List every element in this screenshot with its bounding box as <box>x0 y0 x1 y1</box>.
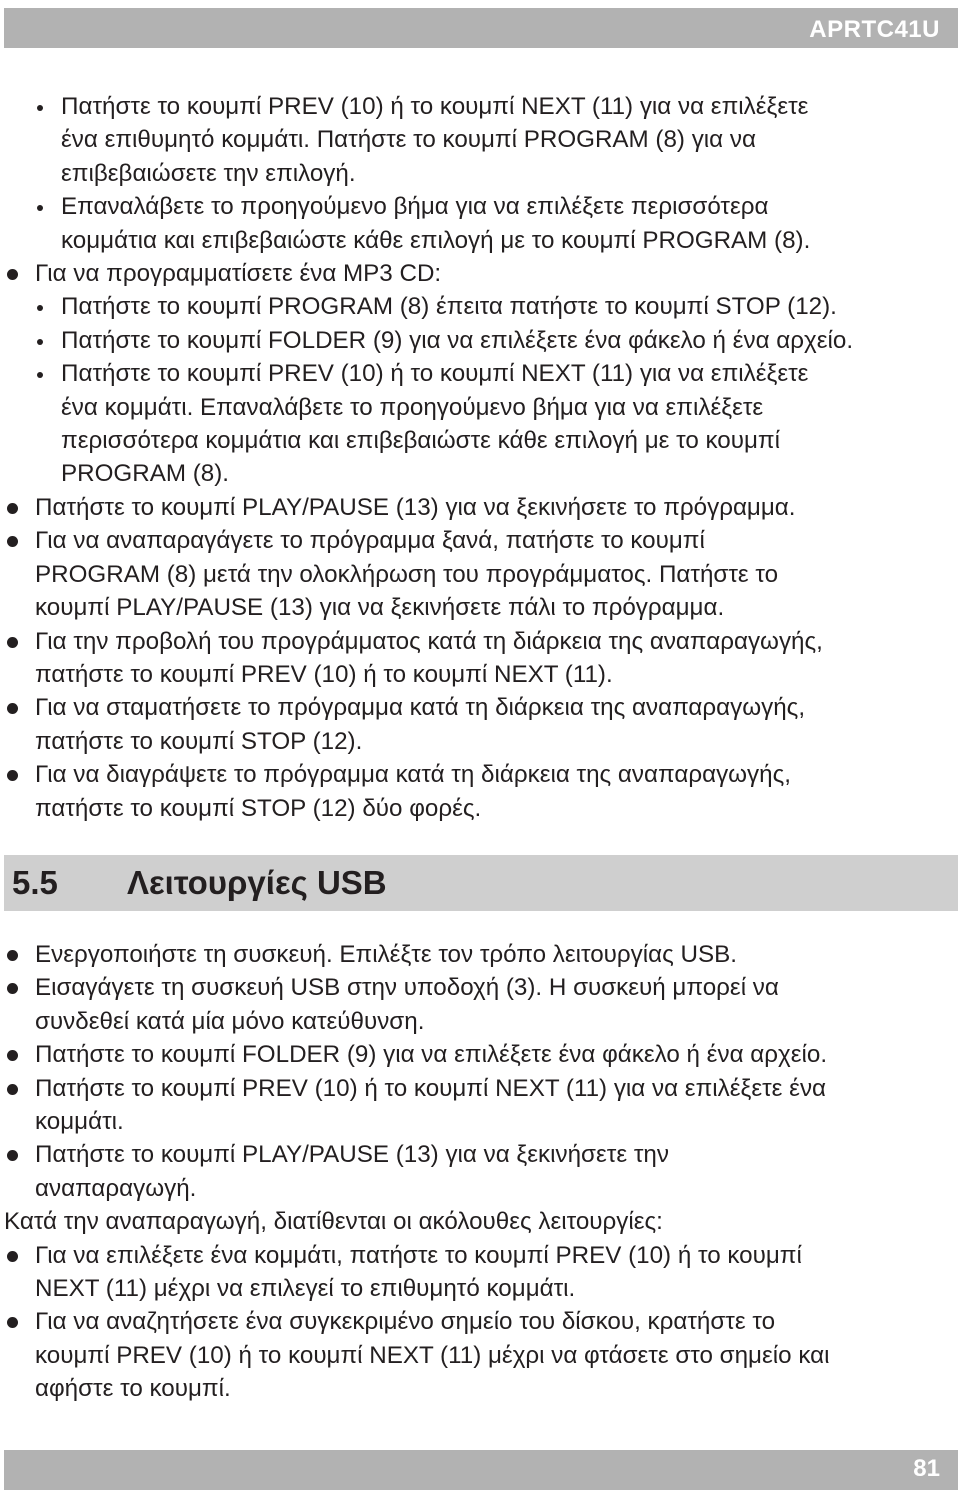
text-line: ένα κομμάτι. Επαναλάβετε το προηγούμενο βήμα για να επιλέξετε <box>61 393 764 421</box>
text-line: Εισαγάγετε τη συσκευή USB στην υποδοχή (3). Η συσκευή μπορεί να <box>35 974 779 1002</box>
text-line: Πατήστε το κουμπί FOLDER (9) για να επιλέξετε ένα φάκελο ή ένα αρχείο. <box>35 1041 828 1069</box>
text-line: PROGRAM (8). <box>61 460 229 488</box>
bullet-icon <box>7 1150 18 1161</box>
text-line: αναπαραγωγή. <box>35 1174 197 1202</box>
bullet-icon <box>7 637 18 648</box>
text-line: Πατήστε το κουμπί PREV (10) ή το κουμπί NEXT (11) για να επιλέξετε <box>61 360 809 388</box>
text-line: Πατήστε το κουμπί PROGRAM (8) έπειτα πατήστε το κουμπί STOP (12). <box>61 293 837 321</box>
bullet-icon <box>7 950 18 961</box>
list-item <box>0 1072 960 1139</box>
footer-bar <box>4 1450 958 1490</box>
text-line: Για να επιλέξετε ένα κομμάτι, πατήστε το κουμπί PREV (10) ή το κουμπί <box>35 1241 802 1269</box>
bullet-icon <box>7 703 18 714</box>
text-line: Για να διαγράψετε το πρόγραμμα κατά τη διάρκεια της αναπαραγωγής, <box>35 761 791 789</box>
bullet-icon <box>7 983 18 994</box>
sub-bullet-icon <box>37 205 43 211</box>
list-item <box>0 938 960 971</box>
bullet-icon <box>7 1317 18 1328</box>
text-line: Πατήστε το κουμπί PLAY/PAUSE (13) για να ξεκινήσετε το πρόγραμμα. <box>35 493 796 521</box>
top-list <box>0 90 960 825</box>
text-line: συνδεθεί κατά μία μόνο κατεύθυνση. <box>35 1007 425 1035</box>
bullet-icon <box>7 536 18 547</box>
bullet-icon <box>7 1050 18 1061</box>
bullet-icon <box>7 503 18 514</box>
text-line: PROGRAM (8) μετά την ολοκλήρωση του προγράμματος. Πατήστε το <box>35 560 779 588</box>
list-item <box>0 1138 960 1205</box>
text-line: επιβεβαιώσετε την επιλογή. <box>61 159 356 187</box>
text-line: Επαναλάβετε το προηγούμενο βήμα για να επιλέξετε περισσότερα <box>61 193 769 221</box>
text-line: αφήστε το κουμπί. <box>35 1375 231 1403</box>
text-line: πατήστε το κουμπί STOP (12) δύο φορές. <box>35 794 482 822</box>
text-line: Για να σταματήσετε το πρόγραμμα κατά τη διάρκεια της αναπαραγωγής, <box>35 694 806 722</box>
text-line: κομμάτια και επιβεβαιώστε κάθε επιλογή με το κουμπί PROGRAM (8). <box>61 226 811 254</box>
bottom-list <box>0 938 960 1406</box>
text-line: πατήστε το κουμπί STOP (12). <box>35 727 363 755</box>
text-line: πατήστε το κουμπί PREV (10) ή το κουμπί NEXT (11). <box>35 660 613 688</box>
text-line: κομμάτι. <box>35 1107 124 1135</box>
bullet-icon <box>7 269 18 280</box>
sub-bullet-icon <box>37 305 43 311</box>
text-line: Πατήστε το κουμπί PREV (10) ή το κουμπί NEXT (11) για να επιλέξετε ένα <box>35 1074 827 1102</box>
header-bar <box>4 8 958 48</box>
paragraph <box>0 1205 960 1238</box>
list-item <box>0 691 960 758</box>
page-number: 81 <box>913 1455 940 1482</box>
bullet-icon <box>7 770 18 781</box>
list-item <box>0 290 960 323</box>
text-line: ένα επιθυμητό κομμάτι. Πατήστε το κουμπί PROGRAM (8) για να <box>61 126 756 154</box>
list-item <box>0 1239 960 1306</box>
list-item <box>0 758 960 825</box>
text-line: Για να αναπαραγάγετε το πρόγραμμα ξανά, πατήστε το κουμπί <box>35 527 705 555</box>
list-item <box>0 324 960 357</box>
model-label: APRTC41U <box>809 16 940 43</box>
list-item <box>0 491 960 524</box>
section-heading <box>4 855 958 911</box>
text-line: κουμπί PLAY/PAUSE (13) για να ξεκινήσετε πάλι το πρόγραμμα. <box>35 594 725 622</box>
text-line: Πατήστε το κουμπί PLAY/PAUSE (13) για να ξεκινήσετε την <box>35 1141 669 1169</box>
list-item <box>0 257 960 290</box>
sub-bullet-icon <box>37 339 43 345</box>
list-item <box>0 524 960 624</box>
text-line: περισσότερα κομμάτια και επιβεβαιώστε κάθε επιλογή με το κουμπί <box>61 427 780 455</box>
text-line: Για την προβολή του προγράμματος κατά τη διάρκεια της αναπαραγωγής, <box>35 627 823 655</box>
sub-bullet-icon <box>37 372 43 378</box>
list-item <box>0 625 960 692</box>
list-item <box>0 1038 960 1071</box>
list-item <box>0 971 960 1038</box>
list-item <box>0 190 960 257</box>
text-line: Πατήστε το κουμπί PREV (10) ή το κουμπί NEXT (11) για να επιλέξετε <box>61 93 809 120</box>
page-content <box>0 90 960 1406</box>
text-line: Πατήστε το κουμπί FOLDER (9) για να επιλέξετε ένα φάκελο ή ένα αρχείο. <box>61 326 854 354</box>
bullet-icon <box>7 1084 18 1095</box>
text-line: Κατά την αναπαραγωγή, διατίθενται οι ακόλουθες λειτουργίες: <box>4 1208 663 1236</box>
list-item <box>0 1305 960 1405</box>
bullet-icon <box>7 1251 18 1262</box>
section-title: Λειτουργίες USB <box>127 863 387 901</box>
section-number: 5.5 <box>12 863 58 901</box>
text-line: NEXT (11) μέχρι να επιλεγεί το επιθυμητό κομμάτι. <box>35 1275 576 1302</box>
text-line: κουμπί PREV (10) ή το κουμπί NEXT (11) μέχρι να φτάσετε στο σημείο και <box>35 1341 830 1369</box>
sub-bullet-icon <box>37 105 43 111</box>
list-item <box>0 90 960 190</box>
text-line: Για να προγραμματίσετε ένα MP3 CD: <box>35 260 442 288</box>
text-line: Για να αναζητήσετε ένα συγκεκριμένο σημείο του δίσκου, κρατήστε το <box>35 1308 776 1336</box>
list-item <box>0 357 960 491</box>
text-line: Ενεργοποιήστε τη συσκευή. Επιλέξτε τον τρόπο λειτουργίας USB. <box>35 940 737 968</box>
